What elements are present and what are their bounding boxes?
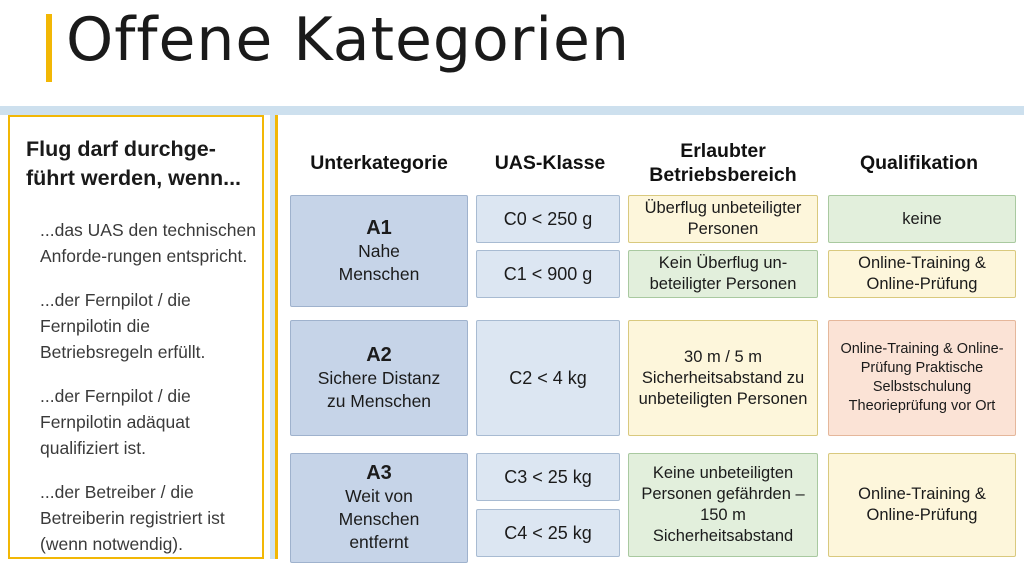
qualification-a2: Online-Training & Online-Prüfung Praktische Selbstschulung Theorieprüfung vor Ort (828, 320, 1016, 436)
categories-table (286, 115, 1016, 559)
uas-class-c4: C4 < 25 kg (476, 509, 620, 557)
column-header-qualification: Qualifikation (859, 152, 979, 174)
subcategory-code-a2: A2 (366, 343, 392, 366)
operating-area-header-line2: Betriebsbereich (649, 164, 797, 186)
qualification-a1-c0: keine (828, 195, 1016, 243)
conditions-heading-line1: Flug darf durchge- (26, 137, 216, 161)
column-header-operating-area (628, 139, 818, 187)
title-accent-bar (46, 14, 52, 82)
operating-area-a3: Keine unbeteiligten Personen gefährden – 150 m Sicherheitsabstand (628, 453, 818, 557)
uas-class-c2: C2 < 4 kg (476, 320, 620, 436)
uas-class-c0: C0 < 250 g (476, 195, 620, 243)
conditions-panel-heading (26, 135, 254, 193)
column-header-uas-class: UAS-Klasse (494, 152, 606, 174)
conditions-panel (8, 115, 264, 559)
panel-divider-yellow (275, 115, 278, 559)
subcategory-code-a3: A3 (366, 462, 392, 484)
conditions-list (40, 217, 256, 575)
conditions-heading-line2: führt werden, wenn... (26, 166, 242, 190)
subcategory-desc-a3-line3: entfernt (349, 532, 409, 552)
list-item: ...der Fernpilot / die Fernpilotin adäquat qualifiziert ist. (40, 386, 191, 458)
subcategory-desc-a1-line1: Nahe (358, 240, 400, 261)
list-item: ...das UAS den technischen Anforde-rungen entspricht. (40, 220, 256, 266)
list-item: ...der Fernpilot / die Fernpilotin die Betriebsregeln erfüllt. (40, 290, 206, 362)
subcategory-desc-a1-line2: Menschen (338, 263, 420, 284)
subcategory-code-a1: A1 (366, 216, 392, 239)
qualification-a1-c1: Online-Training & Online-Prüfung (828, 250, 1016, 298)
subcategory-desc-a2-line1: Sichere Distanz (317, 367, 441, 388)
operating-area-a1-c1: Kein Überflug un-beteiligter Personen (628, 250, 818, 298)
subcategory-desc-a3-line1: Weit von (345, 486, 413, 506)
operating-area-a2: 30 m / 5 m Sicherheitsabstand zu unbeteiligten Personen (628, 320, 818, 436)
list-item: ...der Betreiber / die Betreiberin registriert ist (wenn notwendig). (40, 482, 225, 554)
operating-area-header-line1: Erlaubter (680, 140, 766, 162)
operating-area-a1-c0: Überflug unbeteiligter Personen (628, 195, 818, 243)
uas-class-c1: C1 < 900 g (476, 250, 620, 298)
column-header-subcategory: Unterkategorie (310, 152, 448, 174)
table-row (290, 320, 468, 436)
table-row (290, 453, 468, 563)
slide-content (0, 106, 1024, 559)
qualification-a3: Online-Training & Online-Prüfung (828, 453, 1016, 557)
subcategory-desc-a2-line2: zu Menschen (326, 390, 432, 411)
subcategory-desc-a3-line2: Menschen (338, 509, 420, 529)
table-header-row (286, 127, 1016, 189)
page-title: Offene Kategorien (66, 5, 630, 75)
slide-title-area (0, 0, 1024, 106)
top-accent-strip (0, 106, 1024, 115)
table-row (290, 195, 468, 307)
uas-class-c3: C3 < 25 kg (476, 453, 620, 501)
